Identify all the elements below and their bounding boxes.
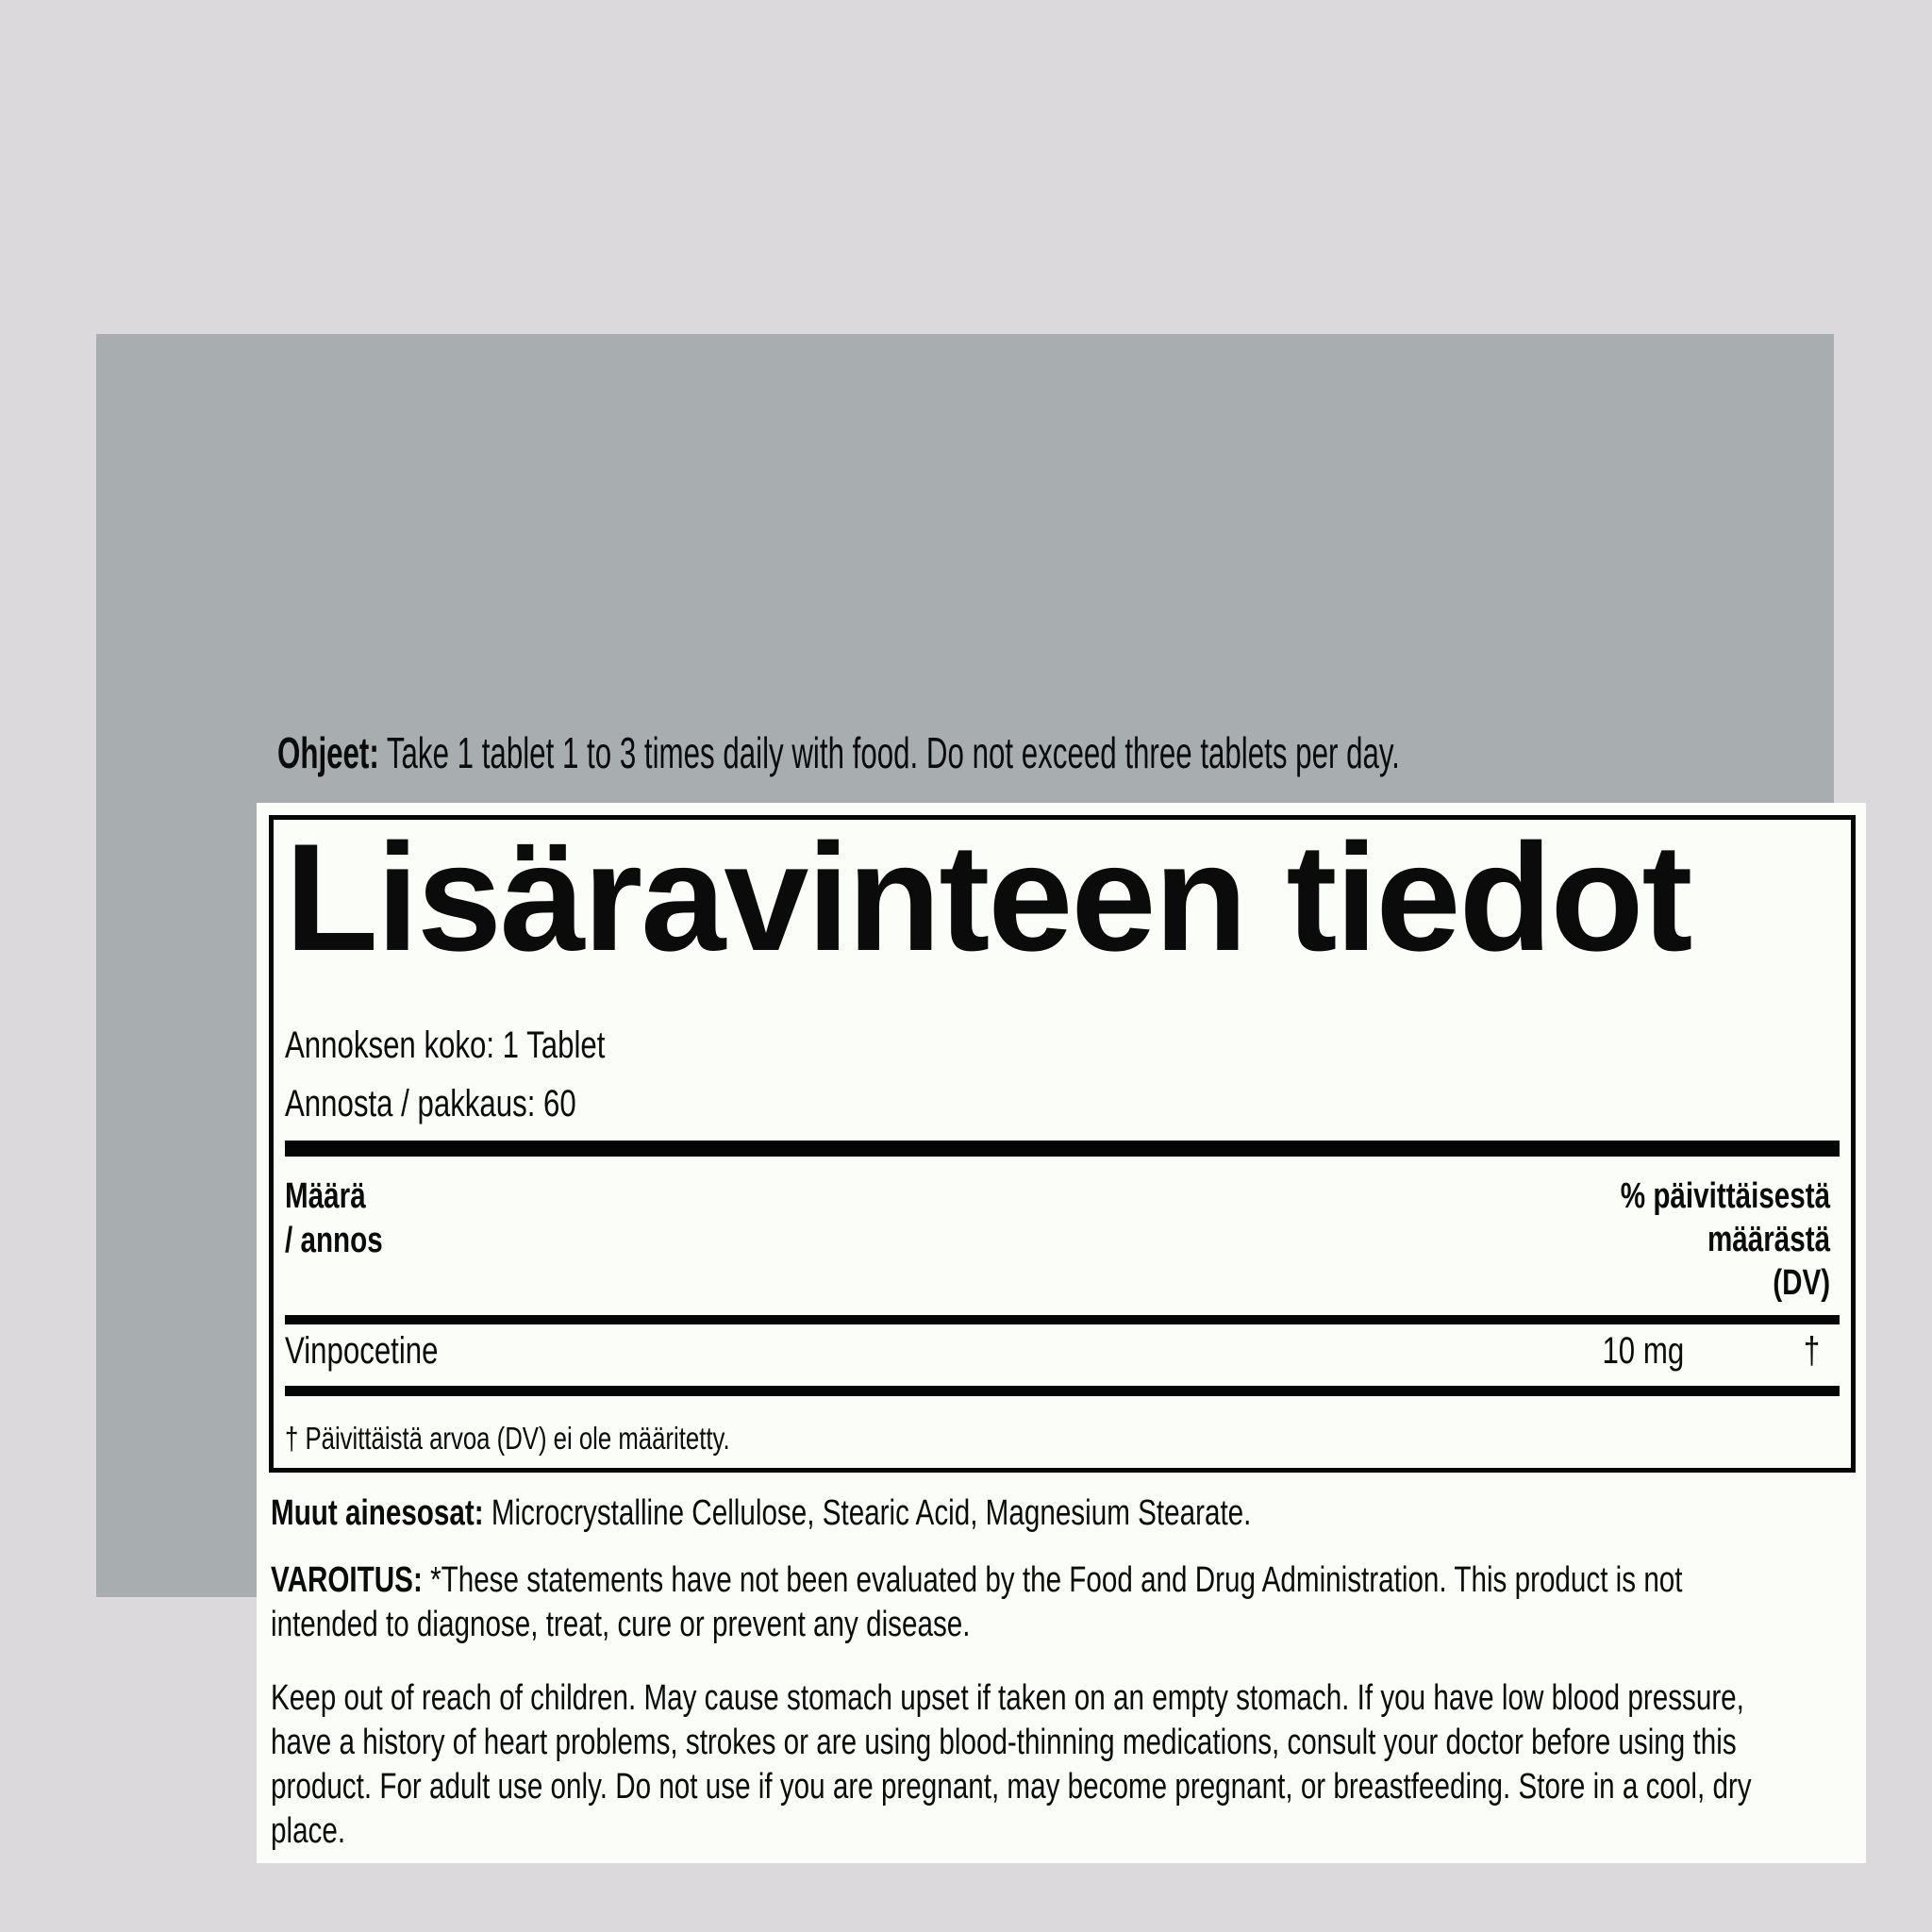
dv-header-line3: (DV) [1773, 1263, 1830, 1303]
other-ingredients [271, 1491, 1528, 1536]
amount-header-line1: Määrä [285, 1176, 366, 1216]
serving-info [285, 1016, 1840, 1133]
warning-line-1 [271, 1558, 1683, 1603]
caution-line-1: Keep out of reach of children. May cause stomach upset if taken on an empty stomach. If you have low blood pressure, [271, 1678, 1744, 1718]
ingredient-dv-dagger: † [1803, 1330, 1820, 1372]
warning-line-2: intended to diagnose, treat, cure or prevent any disease. [271, 1605, 971, 1644]
serving-size: Annoksen koko: 1 Tablet [285, 1024, 606, 1066]
directions-label: Ohjeet: [277, 728, 379, 777]
dv-header-line2: määrästä [1707, 1220, 1830, 1259]
facts-title: Lisäravinteen tiedot [285, 815, 1691, 983]
dv-footnote: † Päivittäistä arvoa (DV) ei ole määritetty. [285, 1421, 730, 1456]
directions-text: Take 1 tablet 1 to 3 times daily with food. Do not exceed three tablets per day. [386, 728, 1400, 777]
caution-line-2: have a history of heart problems, strokes or are using blood-thinning medications, consult your doctor before using this [271, 1723, 1737, 1762]
supplement-facts-box [269, 815, 1856, 1473]
other-ingredients-text: Microcrystalline Cellulose, Stearic Acid, Magnesium Stearate. [491, 1493, 1252, 1533]
thick-divider-bar [285, 1141, 1840, 1157]
divider-bar [285, 1386, 1840, 1396]
fda-warning [271, 1558, 1932, 1647]
ingredient-row [285, 1327, 1840, 1374]
directions-line [277, 727, 1400, 778]
amount-header-line2: / annos [285, 1221, 383, 1260]
caution-line-4: place. [271, 1811, 346, 1851]
other-ingredients-line [271, 1491, 1251, 1536]
daily-value-header [1621, 1174, 1830, 1305]
ingredient-amount: 10 mg [1602, 1330, 1684, 1372]
other-ingredients-label: Muut ainesosat: [271, 1493, 484, 1533]
divider-bar [285, 1315, 1840, 1324]
amount-per-serving-header [285, 1174, 383, 1263]
ingredient-name: Vinpocetine [285, 1330, 439, 1372]
caution-paragraph [271, 1676, 1932, 1854]
dv-header-line1: % päivittäisestä [1620, 1176, 1830, 1216]
warning-label: VAROITUS: [271, 1560, 423, 1600]
warning-text-1: *These statements have not been evaluated by the Food and Drug Administration. This product is not [430, 1560, 1683, 1600]
supplement-label [257, 803, 1866, 1863]
caution-line-3: product. For adult use only. Do not use if you are pregnant, may become pregnant, or breastfeeding. Store in a cool, dry [271, 1767, 1752, 1807]
label-gray-panel [96, 334, 1834, 1851]
servings-per-container: Annosta / pakkaus: 60 [285, 1083, 576, 1124]
facts-header-row [285, 1174, 1840, 1307]
